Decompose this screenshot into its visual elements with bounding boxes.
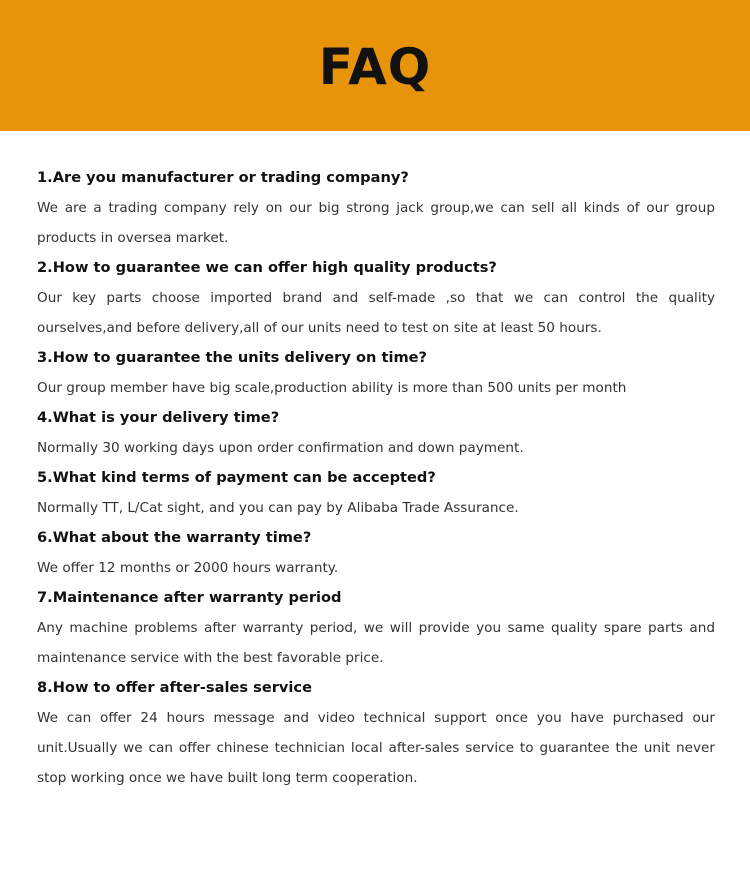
- faq-item-4: [37, 403, 715, 463]
- faq-question: 4.What is your delivery time?: [37, 409, 280, 426]
- page-title: FAQ: [318, 38, 432, 96]
- faq-question: 2.How to guarantee we can offer high quality products?: [37, 259, 497, 276]
- faq-item-6: [37, 523, 715, 583]
- faq-question: 1.Are you manufacturer or trading company?: [37, 169, 409, 186]
- faq-item-3: [37, 343, 715, 403]
- faq-answer: Any machine problems after warranty period, we will provide you same quality spare parts and maintenance service with the best favorable price.: [37, 620, 715, 666]
- faq-answer: Normally 30 working days upon order confirmation and down payment.: [37, 440, 524, 456]
- faq-answer: Normally TT, L/Cat sight, and you can pay by Alibaba Trade Assurance.: [37, 500, 519, 516]
- faq-question: 7.Maintenance after warranty period: [37, 589, 342, 606]
- faq-item-7: [37, 583, 715, 673]
- faq-item-1: [37, 163, 715, 253]
- faq-question: 3.How to guarantee the units delivery on time?: [37, 349, 428, 366]
- faq-question: 6.What about the warranty time?: [37, 529, 312, 546]
- faq-answer: We are a trading company rely on our big strong jack group,we can sell all kinds of our group products in oversea market.: [37, 200, 715, 246]
- faq-item-5: [37, 463, 715, 523]
- faq-item-8: [37, 673, 715, 793]
- faq-question: 5.What kind terms of payment can be accepted?: [37, 469, 436, 486]
- faq-item-2: [37, 253, 715, 343]
- faq-answer: Our group member have big scale,production ability is more than 500 units per month: [37, 380, 627, 396]
- faq-answer: We offer 12 months or 2000 hours warranty.: [37, 560, 339, 576]
- faq-answer: Our key parts choose imported brand and self-made ,so that we can control the quality ourselves,and before delivery,all of our units need to test on site at least 50 hours.: [37, 290, 715, 336]
- faq-question: 8.How to offer after-sales service: [37, 679, 312, 696]
- faq-answer: We can offer 24 hours message and video technical support once you have purchased our unit.Usually we can offer chinese technician local after-sales service to guarantee the unit never stop working once we have built long term cooperation.: [37, 710, 715, 786]
- faq-header-banner: [0, 0, 750, 131]
- faq-list: [37, 163, 715, 793]
